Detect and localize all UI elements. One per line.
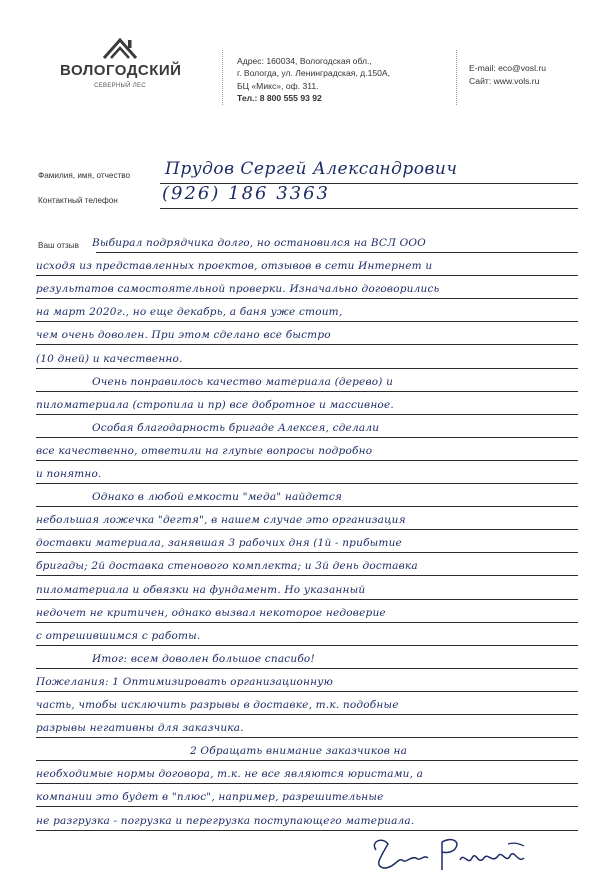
header-divider [222,50,223,105]
email-line: E-mail: eco@vosl.ru [469,63,547,73]
ruled-line [36,529,578,530]
ruled-line [36,414,578,415]
name-value: Прудов Сергей Александрович [165,159,458,179]
company-logo [60,34,180,89]
ruled-line [36,575,578,576]
review-line: Однако в любой емкости "меда" найдется [92,491,343,504]
brand-tagline: СЕВЕРНЫЙ ЛЕС [94,83,146,89]
review-line: доставки материала, занявшая 3 рабочих дня (1й - прибытие [36,537,402,550]
review-line: разрывы негативны для заказчика. [36,722,244,735]
review-line: Итог: всем доволен большое спасибо! [92,652,315,665]
review-line: не разгрузка - погрузка и перегрузка поступающего материала. [36,814,415,827]
review-line: часть, чтобы исключить разрывы в доставке, т.к. подобные [36,699,399,711]
ruled-line [36,391,578,392]
brand-name: ВОЛОГОДСКИЙ [60,62,182,79]
ruled-line [36,806,578,807]
address-line: г. Вологда, ул. Ленинградская, д.150А, [237,68,391,79]
ruled-line [36,344,578,345]
review-line: недочет не критичен, однако вызвал некоторое недоверие [36,606,386,619]
company-address [237,55,390,104]
review-line: все качественно, ответили на глупые вопросы подробно [36,444,373,457]
ruled-line [36,714,578,715]
ruled-line [36,668,578,669]
phone-underline [160,208,578,209]
ruled-line [36,599,578,600]
ruled-line [36,298,578,299]
review-line: Очень понравилось качество материала (дерево) и [92,375,394,388]
ruled-line [36,483,578,484]
website-line: Сайт: www.vols.ru [469,76,540,86]
signature-image [368,828,538,874]
review-line: 2 Обращать внимание заказчиков на [190,745,408,758]
ruled-line [36,645,578,646]
ruled-line [36,275,578,276]
review-line: и понятно. [36,468,102,480]
review-line: чем очень доволен. При этом сделано все быстро [36,329,331,342]
review-line: небольшая ложечка "дегтя", в нашем случае это организация [36,514,406,527]
review-line: Выбирал подрядчика долго, но остановился на ВСЛ ООО [92,237,426,249]
review-line: исходя из представленных проектов, отзывов в сети Интернет и [36,260,433,273]
ruled-line [36,552,578,553]
review-line: на март 2020г., но еще декабрь, а баня уже стоит, [36,306,343,319]
review-line: с отрешившимся с работы. [36,629,201,642]
ruled-line [36,321,578,322]
name-label: Фамилия, имя, отчество [38,171,131,180]
review-line: бригады; 2й доставка стенового комплекта; и 3й день доставка [36,560,418,573]
ruled-line [36,737,578,738]
phone-line: Тел.: 8 800 555 93 92 [237,92,322,103]
ruled-line [36,437,578,438]
review-line: (10 дней) и качественно. [36,352,183,365]
review-line: Особая благодарность бригаде Алексея, сделали [92,421,380,434]
ruled-line [36,783,578,784]
review-line: пиломатериала (стропила и пр) все добротное и массивное. [36,398,394,411]
company-contacts [469,62,546,88]
ruled-line [36,506,578,507]
ruled-line [96,252,578,253]
header-divider [456,50,457,105]
phone-value: (926) 186 3363 [162,183,331,204]
address-line: Адрес: 160034, Вологодская обл., [237,56,372,66]
phone-label: Контактный телефон [38,196,118,205]
review-line: необходимые нормы договора, т.к. не все являются юристами, а [36,768,424,781]
review-line: Пожелания: 1 Оптимизировать организационную [36,675,334,688]
ruled-line [36,691,578,692]
review-label: Ваш отзыв [38,241,79,250]
review-line: пиломатериала и обвязки на фундамент. Но указанный [36,583,366,596]
review-line: компании это будет в "плюс", например, разрешительные [36,791,384,804]
ruled-line [36,460,578,461]
ruled-line [36,368,578,369]
address-line: БЦ «Микс», оф. 311. [237,80,319,91]
house-icon [100,34,140,60]
review-line: результатов самостоятельной проверки. Изначально договорились [36,283,440,296]
ruled-line [36,760,578,761]
ruled-line [36,622,578,623]
